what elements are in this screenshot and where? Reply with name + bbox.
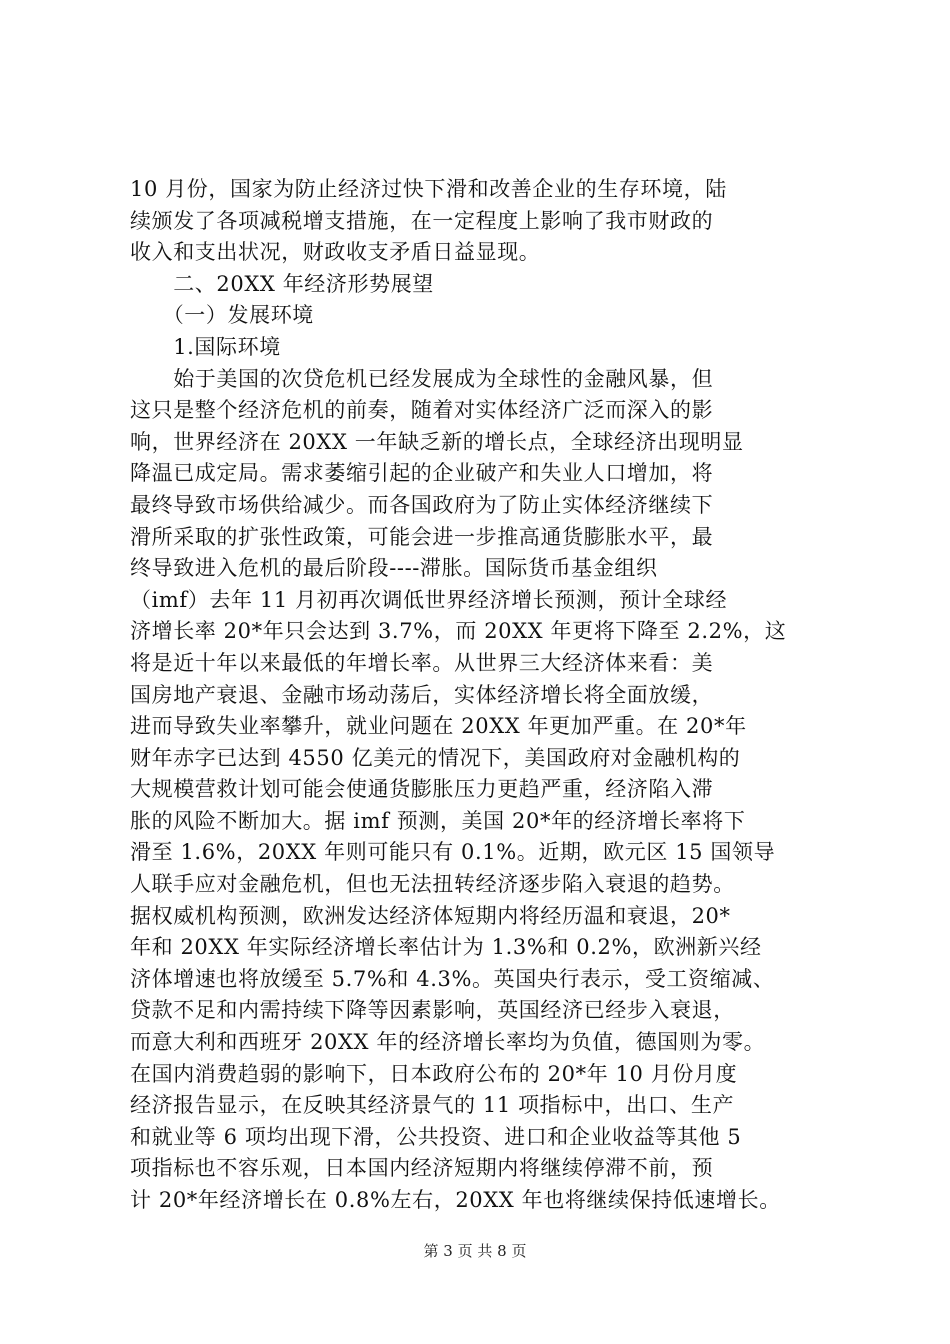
text-line: 最终导致市场供给减少。而各国政府为了防止实体经济继续下	[130, 492, 714, 517]
text-line: 响，世界经济在 20XX 一年缺乏新的增长点，全球经济出现明显	[130, 429, 744, 454]
text-line: 国房地产衰退、金融市场动荡后，实体经济增长将全面放缓，	[130, 682, 714, 707]
text-line: 10 月份，国家为防止经济过快下滑和改善企业的生存环境，陆	[130, 177, 727, 201]
text-line: 收入和支出状况，财政收支矛盾日益显现。	[130, 240, 541, 265]
text-line: 项指标也不容乐观，日本国内经济短期内将继续停滞不前，预	[130, 1156, 714, 1181]
text-line: 始于美国的次贷危机已经发展成为全球性的金融风暴，但	[130, 366, 714, 391]
text-line: 滑所采取的扩张性政策，可能会进一步推高通货膨胀水平，最	[130, 524, 714, 549]
text-line: 大规模营救计划可能会使通货膨胀压力更趋严重，经济陷入滞	[130, 777, 714, 802]
text-line: 滑至 1.6%，20XX 年则可能只有 0.1%。近期，欧元区 15 国领导	[130, 840, 776, 865]
text-line: 将是近十年以来最低的年增长率。从世界三大经济体来看：美	[130, 650, 714, 675]
section-heading: 二、20XX 年经济形势展望	[130, 271, 434, 296]
text-line: 续颁发了各项减税增支措施，在一定程度上影响了我市财政的	[130, 208, 714, 233]
text-line: 据权威机构预测，欧洲发达经济体短期内将经历温和衰退，20*	[130, 903, 731, 928]
text-line: 降温已成定局。需求萎缩引起的企业破产和失业人口增加，将	[130, 461, 714, 486]
text-line: 胀的风险不断加大。据 imf 预测，美国 20*年的经济增长率将下	[130, 808, 746, 833]
text-line: 计 20*年经济增长在 0.8%左右，20XX 年也将继续保持低速增长。	[130, 1188, 781, 1212]
text-line: 和就业等 6 项均出现下滑，公共投资、进口和企业收益等其他 5	[130, 1124, 742, 1149]
text-line: 进而导致失业率攀升，就业问题在 20XX 年更加严重。在 20*年	[130, 714, 747, 739]
text-line: 终导致进入危机的最后阶段----滞胀。国际货币基金组织	[130, 556, 658, 581]
text-line: 年和 20XX 年实际经济增长率估计为 1.3%和 0.2%，欧洲新兴经	[130, 935, 762, 960]
text-line: 财年赤字已达到 4550 亿美元的情况下，美国政府对金融机构的	[130, 745, 741, 770]
document-body	[130, 174, 850, 1217]
item-heading: 1.国际环境	[130, 334, 281, 359]
text-line: 在国内消费趋弱的影响下，日本政府公布的 20*年 10 月份月度	[130, 1061, 738, 1086]
page-footer: 第 3 页 共 8 页	[423, 1242, 527, 1260]
text-line: （imf）去年 11 月初再次调低世界经济增长预测，预计全球经	[130, 587, 728, 612]
text-line: 而意大利和西班牙 20XX 年的经济增长率均为负值，德国则为零。	[130, 1030, 766, 1055]
text-line: 贷款不足和内需持续下降等因素影响，英国经济已经步入衰退，	[130, 998, 735, 1023]
text-line: 济体增速也将放缓至 5.7%和 4.3%。英国央行表示，受工资缩减、	[130, 966, 775, 991]
text-line: 经济报告显示，在反映其经济景气的 11 项指标中，出口、生产	[130, 1093, 735, 1118]
text-line: 这只是整个经济危机的前奏，随着对实体经济广泛而深入的影	[130, 398, 714, 423]
text-line: 济增长率 20*年只会达到 3.7%，而 20XX 年更将下降至 2.2%，这	[130, 619, 787, 644]
text-line: 人联手应对金融危机，但也无法扭转经济逐步陷入衰退的趋势。	[130, 872, 735, 897]
subsection-heading: （一）发展环境	[130, 303, 314, 328]
